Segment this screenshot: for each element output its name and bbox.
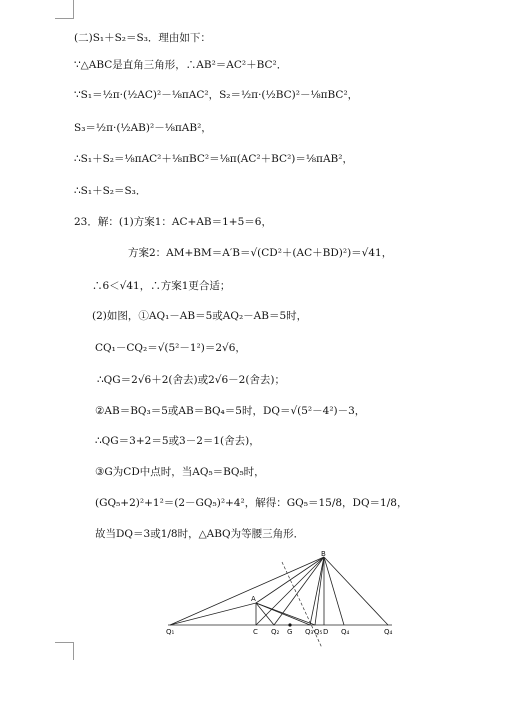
label-Q2: Q₂ <box>271 628 280 636</box>
segment-A-B <box>256 557 324 603</box>
text-line-2: ∵△ABC是直角三角形，∴AB²＝AC²＋BC²． <box>74 59 288 71</box>
label-Q5: Q₅ <box>314 628 323 636</box>
label-Q6: Q₄ <box>384 628 393 636</box>
label-D: D <box>323 628 329 636</box>
segment-B-Q1 <box>170 557 324 625</box>
label-C: C <box>253 628 258 636</box>
text-line-11: CQ₁－CQ₂＝√(5²－1²)＝2√6， <box>95 342 246 354</box>
text-line-3: ∵S₁＝½π·(½AC)²－⅛πAC²，S₂＝½π·(½BC)²－⅛πBC²， <box>74 89 359 101</box>
text-line-12: ∴QG＝2√6＋2(舍去)或2√6－2(舍去)； <box>97 374 286 386</box>
text-line-9: ∴6＜√41，∴方案1更合适； <box>92 280 231 292</box>
text-line-10: (2)如图，①AQ₁－AB＝5或AQ₂－AB＝5时， <box>92 310 308 322</box>
text-line-6: ∴S₁＋S₂＝S₃． <box>74 185 147 197</box>
text-line-17: 故当DQ＝3或1/8时，△ABQ为等腰三角形． <box>95 528 305 540</box>
label-Q4: Q₄ <box>341 628 350 636</box>
text-line-15: ③G为CD中点时，当AQ₅＝BQ₅时， <box>95 466 265 478</box>
text-line-8: 方案2：AM+BM＝A′B＝√(CD²＋(AC＋BD)²)＝√41， <box>128 247 393 259</box>
label-Q1: Q₁ <box>166 628 175 636</box>
label-B: B <box>321 550 326 558</box>
label-Q3: Q₃ <box>305 628 314 636</box>
text-line-16: (GQ₅+2)²+1²＝(2－GQ₅)²+4²，解得：GQ₅＝15/8，DQ＝1/8， <box>95 497 408 509</box>
text-line-4: S₃＝½π·(½AB)²－⅛πAB²， <box>74 122 212 134</box>
text-line-1: (二)S₁＋S₂＝S₃．理由如下： <box>74 32 211 44</box>
segment-B-C <box>256 557 324 625</box>
text-line-5: ∴S₁＋S₂＝⅛πAC²＋⅛πBC²＝⅛π(AC²＋BC²)＝⅛πAB²， <box>74 153 353 165</box>
point-G <box>288 623 291 626</box>
text-line-13: ②AB＝BQ₃＝5或AB＝BQ₄＝5时，DQ＝√(5²－4²)－3， <box>95 405 366 417</box>
text-line-7: 23．解：(1)方案1：AC+AB＝1+5＝6， <box>74 216 272 228</box>
text-line-14: ∴QG＝3+2＝5或3－2＝1(舍去)， <box>95 435 260 447</box>
label-A: A <box>251 595 256 603</box>
label-G: G <box>287 628 293 636</box>
segment-B-Q3 <box>310 557 324 625</box>
